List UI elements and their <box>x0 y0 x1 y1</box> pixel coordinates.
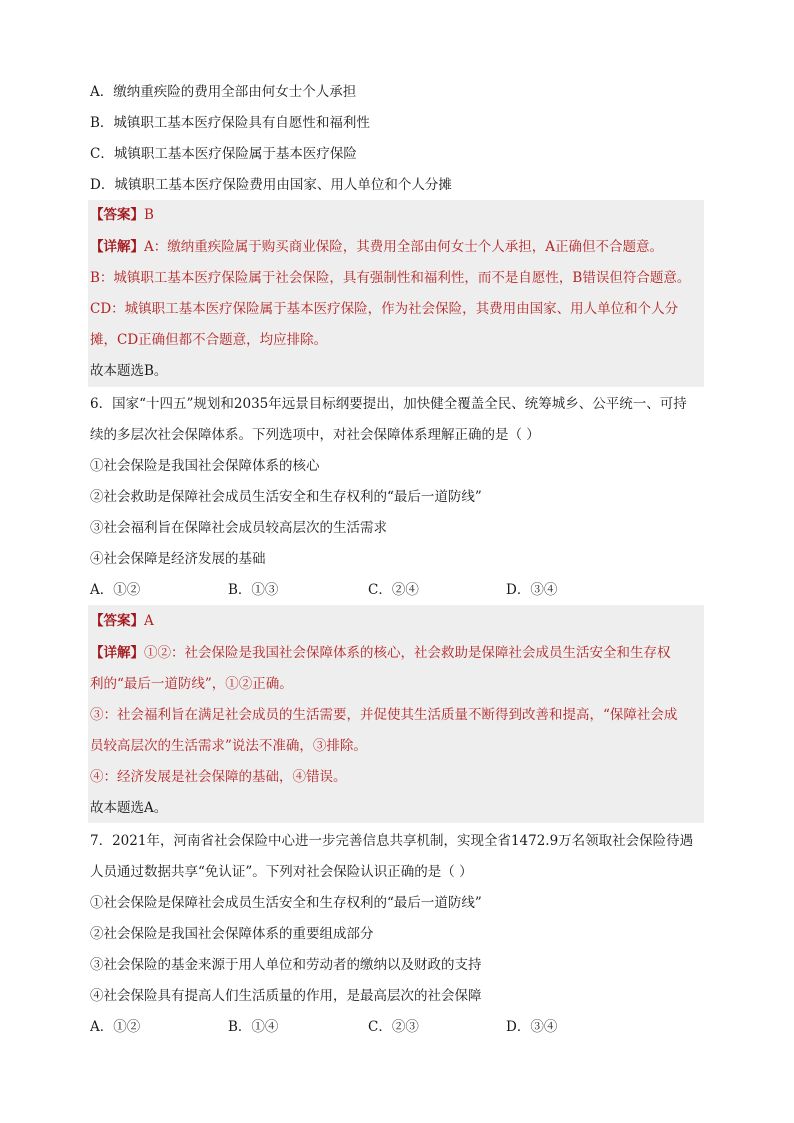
detail-label: 【详解】 <box>90 645 144 661</box>
detail-text: ①②：社会保险是我国社会保障体系的核心，社会救助是保障社会成员生活安全和生存权 <box>144 645 671 661</box>
q7-item-1: ①社会保险是保障社会成员生活安全和生存权利的“最后一道防线” <box>90 895 482 911</box>
q6-detail-line-5: ④：经济发展是社会保障的基础，④错误。 <box>90 769 347 785</box>
q5-detail-line-4: 摊，CD正确但都不合题意，均应排除。 <box>90 332 328 348</box>
answer-label: 【答案】 <box>90 207 144 223</box>
q6-conclusion: 故本题选A。 <box>90 800 168 816</box>
q6-choice-b: B．①③ <box>228 582 279 598</box>
q6-item-2: ②社会救助是保障社会成员生活安全和生存权利的“最后一道防线” <box>90 489 482 505</box>
q7-choice-c: C．②③ <box>368 1019 419 1035</box>
q7-item-2: ②社会保险是我国社会保障体系的重要组成部分 <box>90 926 374 942</box>
q6-answer-line <box>90 611 154 631</box>
q7-stem-line-2: 人员通过数据共享“免认证”。下列对社会保险认识正确的是（ ） <box>90 864 473 880</box>
q5-answer-block <box>88 200 704 387</box>
q6-detail-line-2: 利的“最后一道防线”，①②正确。 <box>90 676 293 692</box>
q6-choice-c: C．②④ <box>368 582 419 598</box>
q6-choice-a: A．①② <box>90 582 141 598</box>
q7-item-4: ④社会保险具有提高人们生活质量的作用，是最高层次的社会保障 <box>90 988 482 1004</box>
q5-option-c: C．城镇职工基本医疗保险属于基本医疗保险 <box>90 146 357 162</box>
q5-conclusion: 故本题选B。 <box>90 363 168 379</box>
q6-answer-block <box>88 605 704 823</box>
q6-detail-line-4: 员较高层次的生活需求”说法不准确，③排除。 <box>90 738 367 754</box>
q7-stem-line-1: 7．2021年，河南省社会保险中心进一步完善信息共享机制，实现全省1472.9万名领取社会保险待遇 <box>90 833 694 849</box>
q7-choice-a: A．①② <box>90 1019 141 1035</box>
q5-detail-line-3: CD：城镇职工基本医疗保险属于基本医疗保险，作为社会保险，其费用由国家、用人单位和个人分 <box>90 301 679 317</box>
q6-item-1: ①社会保险是我国社会保障体系的核心 <box>90 458 320 474</box>
q6-detail-line-3: ③：社会福利旨在满足社会成员的生活需要，并促使其生活质量不断得到改善和提高，“保障社会成 <box>90 707 678 723</box>
answer-value: A <box>144 613 154 629</box>
q6-item-4: ④社会保障是经济发展的基础 <box>90 551 266 567</box>
q6-stem-line-2: 续的多层次社会保障体系。下列选项中，对社会保障体系理解正确的是（ ） <box>90 427 540 443</box>
detail-label: 【详解】 <box>90 239 144 255</box>
q7-choice-b: B．①④ <box>228 1019 279 1035</box>
q6-item-3: ③社会福利旨在保障社会成员较高层次的生活需求 <box>90 520 387 536</box>
detail-text: A：缴纳重疾险属于购买商业保险，其费用全部由何女士个人承担，A正确但不合题意。 <box>144 239 663 255</box>
q7-item-3: ③社会保险的基金来源于用人单位和劳动者的缴纳以及财政的支持 <box>90 957 482 973</box>
q5-option-a: A．缴纳重疾险的费用全部由何女士个人承担 <box>90 84 357 100</box>
q7-choice-d: D．③④ <box>506 1019 558 1035</box>
answer-value: B <box>144 207 154 223</box>
q5-option-d: D．城镇职工基本医疗保险费用由国家、用人单位和个人分摊 <box>90 177 452 193</box>
q5-option-b: B．城镇职工基本医疗保险具有自愿性和福利性 <box>90 115 370 131</box>
q5-detail-line-2: B：城镇职工基本医疗保险属于社会保险，具有强制性和福利性，而不是自愿性，B错误但符合题意。 <box>90 270 691 286</box>
q6-choice-d: D．③④ <box>506 582 558 598</box>
q6-detail-line-1 <box>90 643 671 663</box>
answer-label: 【答案】 <box>90 613 144 629</box>
q6-stem-line-1: 6．国家“十四五”规划和2035年远景目标纲要提出，加快健全覆盖全民、统筹城乡、公平统一、可持 <box>90 396 687 412</box>
q5-answer-line <box>90 205 154 225</box>
q5-detail-line-1 <box>90 237 663 257</box>
